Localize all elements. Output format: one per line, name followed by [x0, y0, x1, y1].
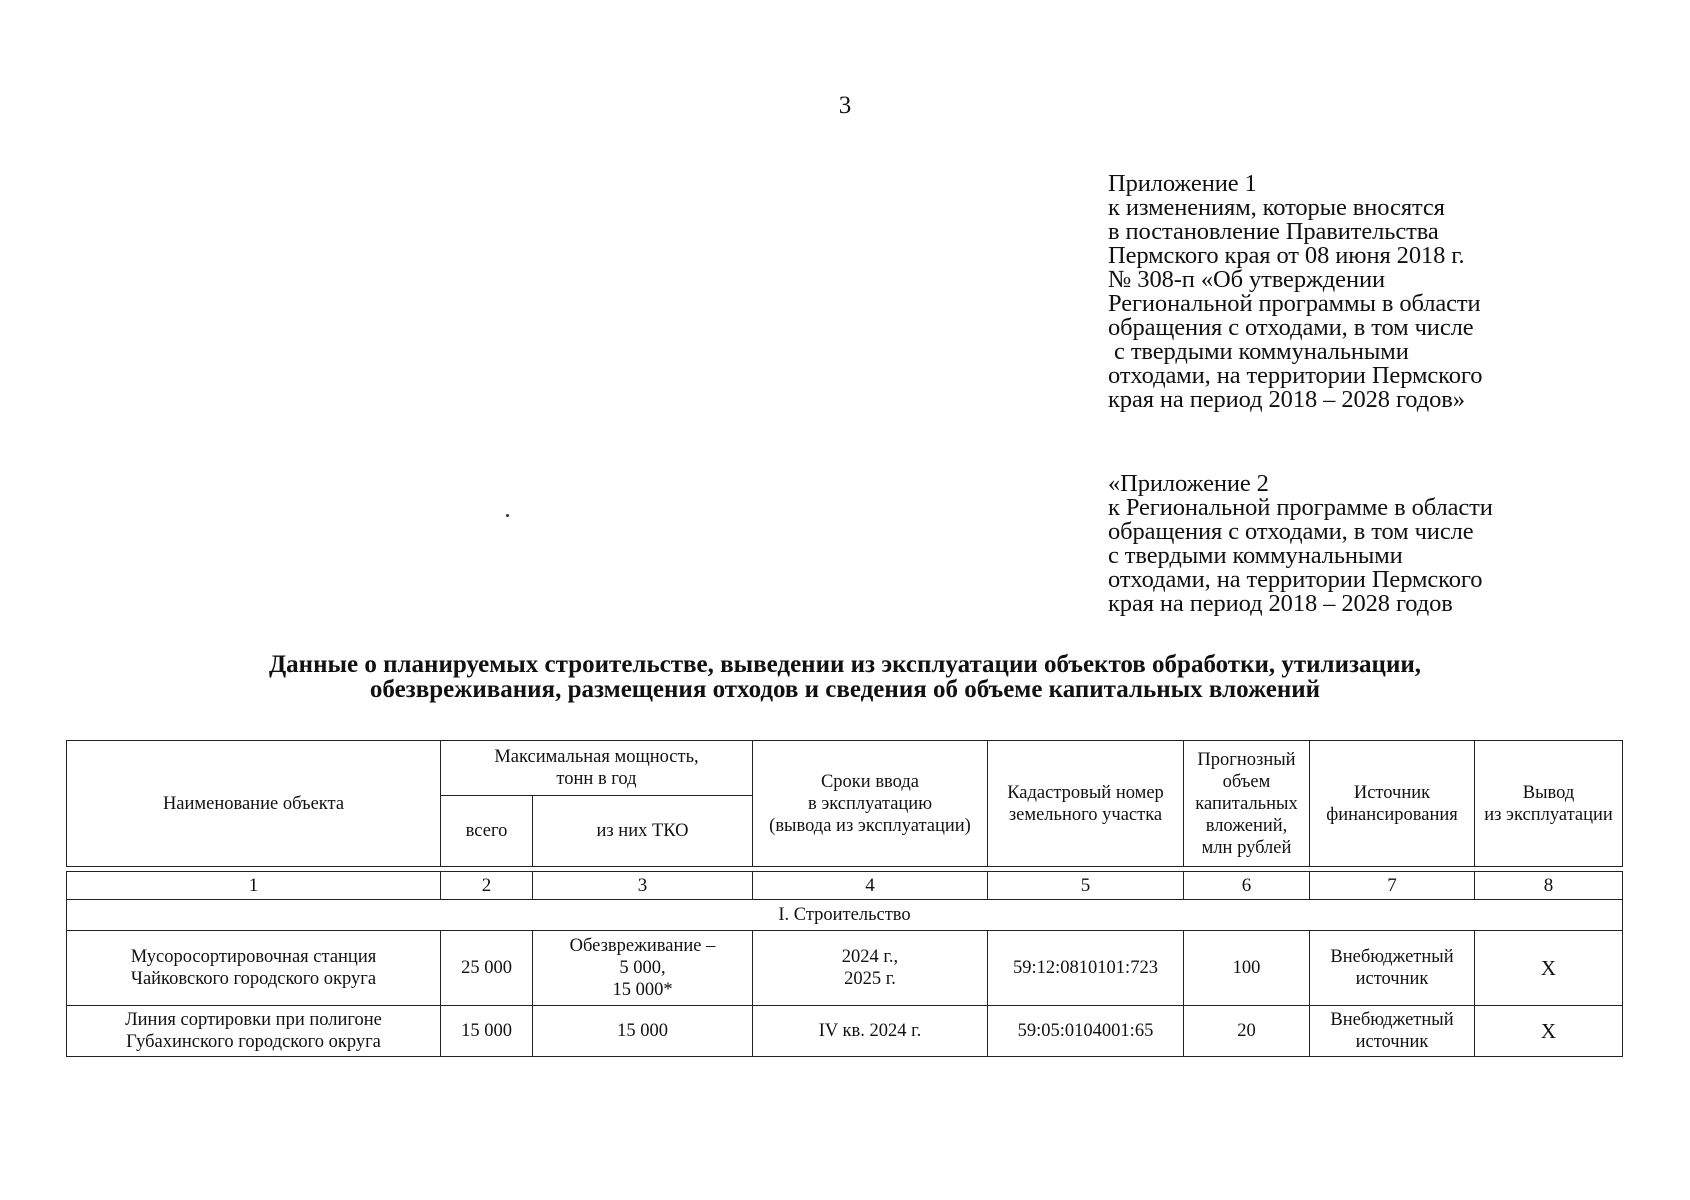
column-number: 5 — [988, 872, 1184, 900]
header-tko: из них ТКО — [533, 796, 753, 867]
header-capacity: Максимальная мощность, тонн в год — [441, 741, 753, 796]
appendix-1-line: в постановление Правительства — [1108, 218, 1439, 245]
total-cell: 25 000 — [441, 931, 533, 1006]
cadastral-cell: 59:12:0810101:723 — [988, 931, 1184, 1006]
object-name-cell: Линия сортировки при полигоне Губахинского городского округа — [67, 1006, 441, 1057]
appendix-2-line: отходами, на территории Пермского — [1108, 566, 1483, 593]
header-investment: Прогнозный объем капитальных вложений, млн рублей — [1184, 741, 1310, 867]
decommission-cell: Х — [1475, 1006, 1623, 1057]
column-number: 6 — [1184, 872, 1310, 900]
appendix-1-line: отходами, на территории Пермского — [1108, 362, 1483, 389]
appendix-1-line: с твердыми коммунальными — [1108, 338, 1409, 365]
appendix-1-line: Пермского края от 08 июня 2018 г. — [1108, 242, 1465, 269]
appendix-1-line: обращения с отходами, в том числе — [1108, 314, 1474, 341]
source-cell: Внебюджетный источник — [1310, 931, 1475, 1006]
investment-cell: 100 — [1184, 931, 1310, 1006]
cadastral-cell: 59:05:0104001:65 — [988, 1006, 1184, 1057]
column-numbers-row — [67, 872, 1623, 900]
header-decommission: Вывод из эксплуатации — [1475, 741, 1623, 867]
total-cell: 15 000 — [441, 1006, 533, 1057]
appendix-1-line: к изменениям, которые вносятся — [1108, 194, 1445, 221]
appendix-2-line: «Приложение 2 — [1108, 470, 1269, 497]
investment-cell: 20 — [1184, 1006, 1310, 1057]
header-total: всего — [441, 796, 533, 867]
object-name-cell: Мусоросортировочная станция Чайковского городского округа — [67, 931, 441, 1006]
decommission-cell: Х — [1475, 931, 1623, 1006]
header-object-name: Наименование объекта — [67, 741, 441, 867]
column-number: 7 — [1310, 872, 1475, 900]
table-row — [67, 1006, 1623, 1057]
appendix-1-block — [1108, 172, 1482, 412]
tko-cell: 15 000 — [533, 1006, 753, 1057]
header-dates: Сроки ввода в эксплуатацию (вывода из эксплуатации) — [753, 741, 988, 867]
section-row — [67, 900, 1623, 931]
appendix-2-line: к Региональной программе в области — [1108, 494, 1493, 521]
dates-cell: IV кв. 2024 г. — [753, 1006, 988, 1057]
appendix-1-line: № 308-п «Об утверждении — [1108, 266, 1385, 293]
column-number: 4 — [753, 872, 988, 900]
appendix-1-line: Приложение 1 — [1108, 170, 1257, 197]
table-header-row — [67, 741, 1623, 796]
column-number: 2 — [441, 872, 533, 900]
page-number: 3 — [838, 92, 852, 119]
column-number: 1 — [67, 872, 441, 900]
appendix-2-line: края на период 2018 – 2028 годов — [1108, 590, 1453, 617]
document-title-line: обезвреживания, размещения отходов и сведения об объеме капитальных вложений — [369, 676, 1321, 703]
dates-cell: 2024 г., 2025 г. — [753, 931, 988, 1006]
header-source: Источник финансирования — [1310, 741, 1475, 867]
document-title — [0, 652, 1690, 702]
section-title: I. Строительство — [67, 900, 1623, 931]
scan-dot — [506, 514, 509, 517]
column-number: 3 — [533, 872, 753, 900]
table-row — [67, 931, 1623, 1006]
source-cell: Внебюджетный источник — [1310, 1006, 1475, 1057]
appendix-2-line: обращения с отходами, в том числе — [1108, 518, 1474, 545]
header-cadastral: Кадастровый номер земельного участка — [988, 741, 1184, 867]
appendix-2-line: с твердыми коммунальными — [1108, 542, 1403, 569]
tko-cell: Обезвреживание – 5 000, 15 000* — [533, 931, 753, 1006]
objects-table — [66, 740, 1623, 1057]
column-number: 8 — [1475, 872, 1623, 900]
appendix-1-line: края на период 2018 – 2028 годов» — [1108, 386, 1465, 413]
document-title-line: Данные о планируемых строительстве, выведении из эксплуатации объектов обработки, утилизации, — [268, 651, 1421, 678]
appendix-2-block — [1108, 472, 1493, 616]
appendix-1-line: Региональной программы в области — [1108, 290, 1481, 317]
